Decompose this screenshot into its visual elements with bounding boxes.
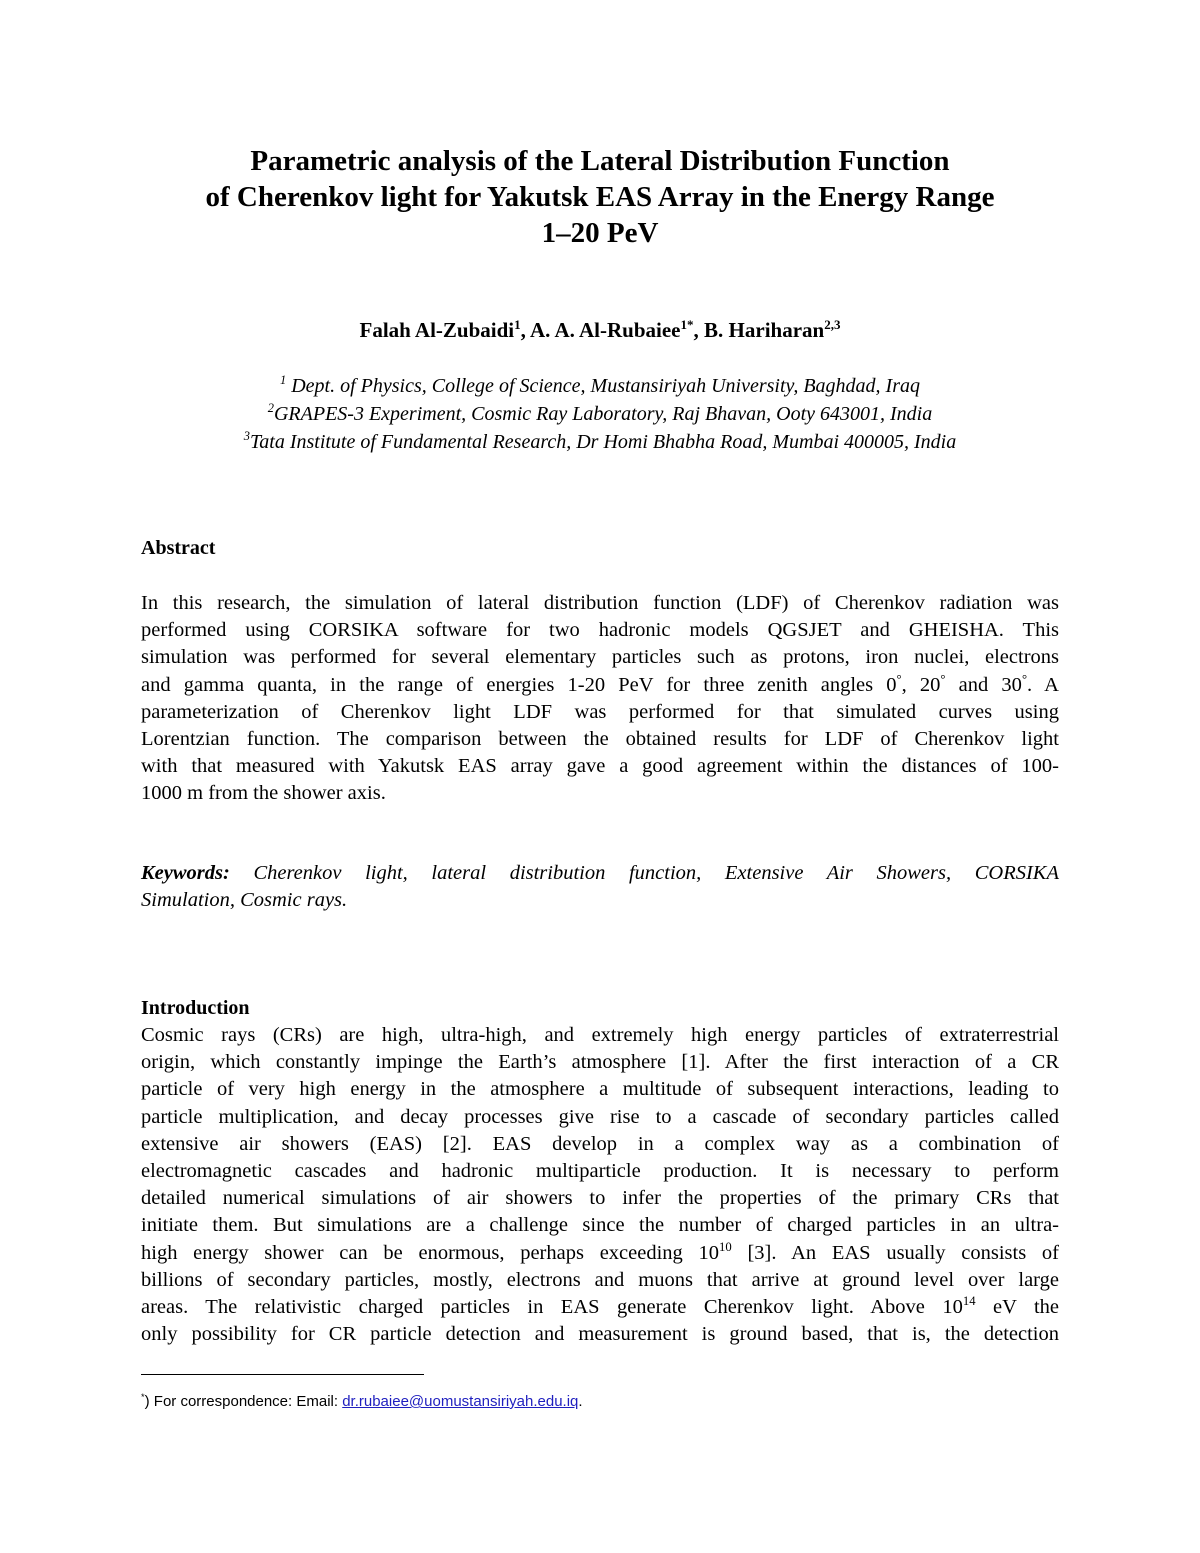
text-line: 1000 m from the shower axis. (141, 782, 386, 805)
author-affiliation-marker: 1* (680, 317, 694, 332)
keywords-label: Keywords: (141, 862, 230, 884)
text-line (141, 672, 1059, 699)
text-line: In this research, the simulation of lateral distribution function (LDF) of Cherenkov radiation was (141, 592, 1059, 614)
text-line: extensive air showers (EAS) [2]. EAS develop in a complex way as a combination of (141, 1132, 1059, 1155)
text-run: . A (1027, 673, 1059, 696)
text-line (141, 1294, 1059, 1321)
degree-symbol: ° (896, 671, 902, 686)
footnote-marker: * (141, 1392, 145, 1402)
affiliation-text: Dept. of Physics, College of Science, Mustansiriyah University, Baghdad, Iraq (286, 375, 920, 397)
text-line: performed using CORSIKA software for two hadronic models QGSJET and GHEISHA. This (141, 619, 1059, 642)
author-affiliation-marker: 1 (514, 317, 521, 332)
affiliation-marker: 1 (280, 373, 287, 388)
author-list (140, 316, 1060, 344)
text-line (141, 860, 1059, 887)
abstract-body (141, 590, 1059, 808)
text-line: Lorentzian function. The comparison between the obtained results for LDF of Cherenkov light (141, 728, 1059, 751)
keywords-block (141, 860, 1059, 914)
exponent: 14 (962, 1294, 976, 1309)
footnote (141, 1392, 583, 1412)
affiliation-text: GRAPES-3 Experiment, Cosmic Ray Laboratory, Raj Bhavan, Ooty 643001, India (273, 403, 933, 425)
title-line-3: 1–20 PeV (541, 217, 659, 249)
text-line (141, 1240, 1059, 1267)
abstract-heading: Abstract (141, 537, 216, 559)
introduction-body (141, 1022, 1059, 1348)
author-separator: , (520, 318, 530, 342)
text-line: electromagnetic cascades and hadronic multiparticle production. It is necessary to perform (141, 1160, 1059, 1183)
affiliation-item (140, 400, 1060, 428)
author-name: A. A. Al-Rubaiee (530, 318, 681, 342)
text-run: high energy shower can be enormous, perhaps exceeding 10 (141, 1241, 720, 1264)
exponent: 10 (719, 1239, 732, 1254)
text-run: and gamma quanta, in the range of energies 1-20 PeV for three zenith angles 0 (141, 673, 897, 696)
text-run: , 20 (901, 673, 941, 696)
text-run: eV the (975, 1296, 1060, 1319)
footnote-text: ) For correspondence: Email: (144, 1393, 343, 1410)
affiliation-list (140, 372, 1060, 456)
author-separator: , (693, 318, 705, 342)
text-line: initiate them. But simulations are a challenge since the number of charged particles in an ultra- (141, 1214, 1059, 1237)
author-affiliation-marker: 2,3 (824, 317, 841, 332)
author-name: Falah Al-Zubaidi (359, 318, 515, 342)
text-line: detailed numerical simulations of air showers to infer the properties of the primary CRs that (141, 1187, 1059, 1210)
text-run: [3]. An EAS usually consists of (731, 1241, 1059, 1264)
degree-symbol: ° (940, 671, 946, 686)
affiliation-marker: 3 (243, 429, 250, 444)
text-line: particle multiplication, and decay processes give rise to a cascade of secondary particles called (141, 1105, 1059, 1128)
affiliation-text: Tata Institute of Fundamental Research, Dr Homi Bhabha Road, Mumbai 400005, India (249, 431, 957, 453)
text-line: simulation was performed for several elementary particles such as protons, iron nuclei, electrons (141, 646, 1059, 669)
author-name: B. Hariharan (704, 318, 825, 342)
text-line: Cosmic rays (CRs) are high, ultra-high, and extremely high energy particles of extraterrestrial (141, 1024, 1059, 1046)
introduction-heading: Introduction (141, 997, 250, 1019)
keywords-text: Cherenkov light, lateral distribution function, Extensive Air Showers, CORSIKA (229, 862, 1059, 884)
text-line: origin, which constantly impinge the Earth’s atmosphere [1]. After the first interaction of a CR (141, 1051, 1059, 1074)
email-link[interactable]: dr.rubaiee@uomustansiriyah.edu.iq (342, 1393, 579, 1410)
text-run: areas. The relativistic charged particles in EAS generate Cherenkov light. Above 10 (141, 1296, 963, 1319)
keywords-text: Simulation, Cosmic rays. (141, 889, 348, 912)
paper-title (140, 143, 1060, 251)
title-line-2: of Cherenkov light for Yakutsk EAS Array in the Energy Range (205, 181, 995, 213)
footnote-text: . (578, 1393, 583, 1410)
title-line-1: Parametric analysis of the Lateral Distribution Function (250, 145, 950, 177)
text-line: parameterization of Cherenkov light LDF was performed for that simulated curves using (141, 700, 1059, 723)
degree-symbol: ° (1021, 671, 1028, 686)
text-line: only possibility for CR particle detection and measurement is ground based, that is, the detection (141, 1323, 1059, 1346)
affiliation-marker: 2 (267, 401, 274, 416)
text-line: with that measured with Yakutsk EAS array gave a good agreement within the distances of 100- (141, 755, 1059, 778)
affiliation-item (140, 428, 1060, 456)
affiliation-item (140, 372, 1060, 400)
text-line: billions of secondary particles, mostly, electrons and muons that arrive at ground level over large (141, 1268, 1059, 1291)
text-run: and 30 (945, 673, 1022, 696)
text-line: particle of very high energy in the atmosphere a multitude of subsequent interactions, leading to (141, 1078, 1059, 1101)
footnote-divider (141, 1374, 424, 1375)
